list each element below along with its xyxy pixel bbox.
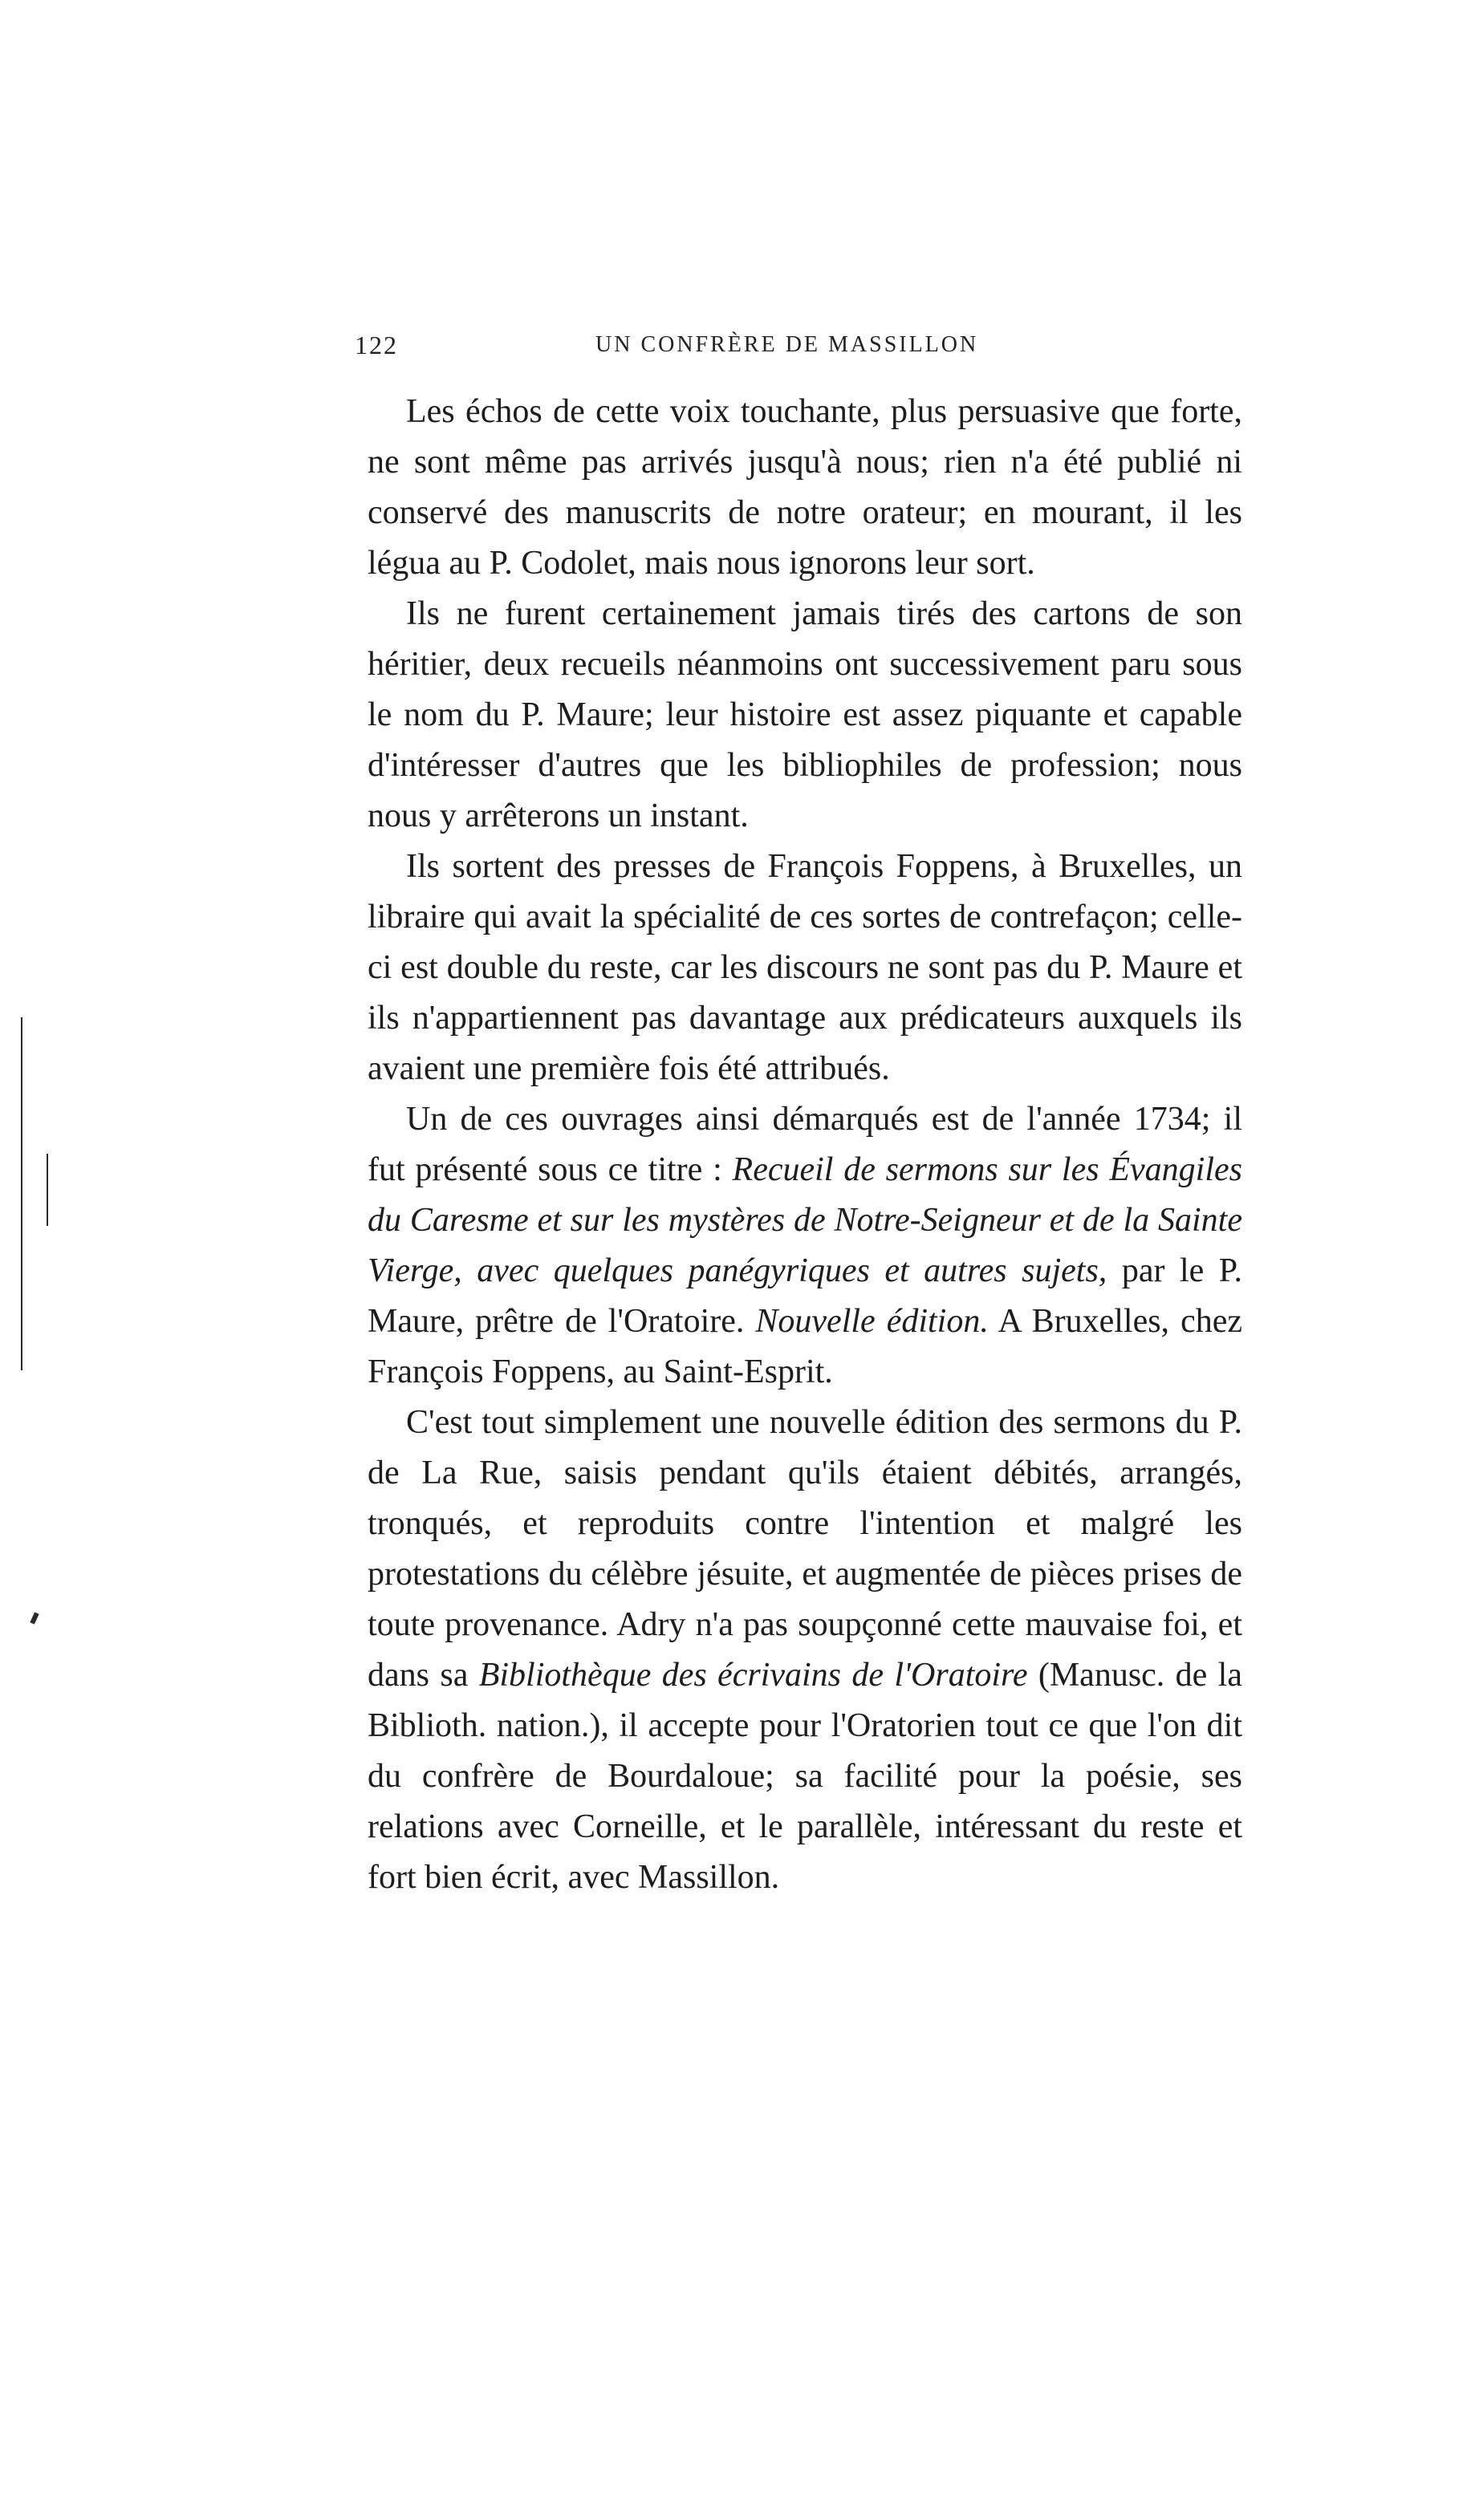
margin-pencil-mark — [30, 1612, 39, 1624]
body-text — [368, 387, 1242, 1903]
paragraph-4 — [368, 1094, 1242, 1398]
page-header — [355, 331, 1242, 371]
book-title-bibliotheque: Bibliothèque des écrivains de l'Oratoire — [478, 1657, 1028, 1694]
paragraph-1-text: Les échos de cette voix touchante, plus persuasive que forte, ne sont même pas arrivés jusqu'à nous; rien n'a été publié ni conservé des manuscrits de notre orateur; en mourant, il les légua au P. Codolet, mais nous ignorons leur sort. — [368, 393, 1242, 582]
page-number: 122 — [355, 331, 398, 359]
paragraph-4-end: A Bruxelles, chez François Foppens, au Saint-Esprit. — [368, 1303, 1242, 1390]
paragraph-1 — [368, 387, 1242, 589]
paragraph-3 — [368, 842, 1242, 1094]
paragraph-5 — [368, 1398, 1242, 1903]
edition-note: Nouvelle édition. — [755, 1303, 989, 1340]
paragraph-2 — [368, 589, 1242, 842]
paragraph-5-intro: C'est tout simplement une nouvelle édition des sermons du P. de La Rue, saisis pendant qu'ils étaient débités, arrangés, tronqués, et reproduits contre l'intention et malgré les protestations du célèbre jésuite, et augmentée de pièces prises de toute provenance. Adry n'a pas soupçonné cette mauvaise foi, et dans sa — [368, 1404, 1242, 1694]
running-title: UN CONFRÈRE DE MASSILLON — [595, 332, 979, 357]
paragraph-4-middle: par le P. Maure, prêtre de l'Oratoire. — [368, 1252, 1242, 1340]
paragraph-2-text: Ils ne furent certainement jamais tirés des cartons de son héritier, deux recueils néanmoins ont successivement paru sous le nom du P. Maure; leur histoire est assez piquante et capable d'intéresser d'autres que les bibliophiles de profession; nous nous y arrêterons un instant. — [368, 595, 1242, 834]
paragraph-4-intro: Un de ces ouvrages ainsi démarqués est de l'année 1734; il fut présenté sous ce titre : — [368, 1101, 1242, 1188]
paragraph-3-text: Ils sortent des presses de François Foppens, à Bruxelles, un libraire qui avait la spécialité de ces sortes de contrefaçon; celle-ci est double du reste, car les discours ne sont pas du P. Maure et ils n'appartiennent pas davantage aux prédicateurs auxquels ils avaient une première fois été attribués. — [368, 848, 1242, 1087]
margin-pencil-bracket — [21, 1017, 51, 1370]
book-title-recueil: Recueil de sermons sur les Évangiles du Caresme et sur les mystères de Notre-Seigneur et de la Sainte Vierge, avec quelques panégyriques et autres sujets, — [368, 1151, 1242, 1289]
paragraph-5-end: (Manusc. de la Biblioth. nation.), il accepte pour l'Oratorien tout ce que l'on dit du confrère de Bourdaloue; sa facilité pour la poésie, ses relations avec Corneille, et le parallèle, intéressant du reste et fort bien écrit, avec Massillon. — [368, 1657, 1242, 1896]
